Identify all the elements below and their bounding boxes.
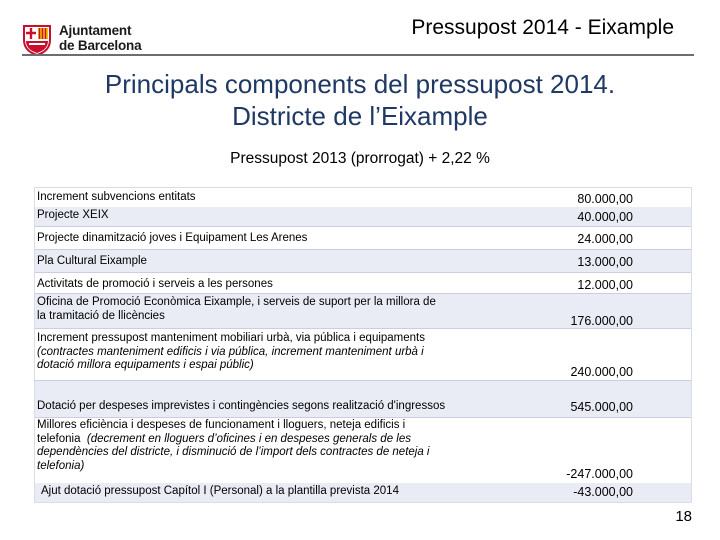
row-value: 240.000,00	[570, 365, 633, 379]
row-value: -247.000,00	[566, 467, 633, 481]
logo	[22, 22, 172, 56]
header-title: Pressupost 2014 - Eixample	[411, 16, 674, 39]
row-note-line: (decrement en lloguers d’oficines i en despeses generals de les	[86, 432, 411, 445]
row-value: 40.000,00	[577, 210, 633, 224]
row-description-line: telefonia	[37, 432, 81, 445]
row-description-line: Millores eficiència i despeses de funcionament i lloguers, neteja edificis i	[37, 419, 406, 431]
row-description: Pla Cultural Eixample	[37, 255, 147, 267]
row-value: 176.000,00	[570, 314, 633, 328]
table-row	[35, 293, 691, 328]
table-row	[35, 272, 691, 293]
row-value: 545.000,00	[570, 400, 633, 414]
logo-line-2: de Barcelona	[59, 38, 142, 53]
logo-text	[59, 23, 141, 53]
table-row	[35, 417, 691, 483]
table-row	[35, 380, 691, 417]
row-description: Increment subvencions entitats	[37, 191, 196, 203]
row-description: Activitats de promoció i serveis a les persones	[37, 278, 273, 290]
logo-line-1: Ajuntament	[59, 23, 132, 38]
table-row	[35, 328, 691, 380]
table-row	[35, 207, 691, 226]
row-value: -43.000,00	[573, 485, 633, 499]
row-note-line: (contractes manteniment edificis i via pública, increment manteniment urbà i	[37, 345, 424, 358]
subtitle: Pressupost 2013 (prorrogat) + 2,22 %	[230, 150, 490, 167]
row-value: 12.000,00	[577, 278, 633, 292]
row-description: Ajut dotació pressupost Capítol I (Personal) a la plantilla prevista 2014	[41, 485, 399, 497]
row-description: Projecte dinamització joves i Equipament Les Arenes	[37, 232, 308, 244]
page-title-line-1: Principals components del pressupost 2014.	[104, 69, 616, 99]
row-note-line: dotació millora equipaments i espai públic)	[37, 359, 254, 372]
table-row	[35, 226, 691, 249]
table-row	[35, 188, 691, 207]
row-description	[37, 296, 507, 323]
table-row	[35, 483, 691, 502]
page-title-line-2: Districte de l’Eixample	[232, 101, 488, 131]
row-description: Projecte XEIX	[37, 209, 109, 221]
row-note-line: dependències del districte, i disminució de l’import dels contractes de neteja i	[37, 446, 430, 459]
row-value: 13.000,00	[577, 255, 633, 269]
row-description-line: Increment pressupost manteniment mobiliari urbà, via pública i equipaments	[37, 332, 426, 344]
row-value: 24.000,00	[577, 232, 633, 246]
header-divider	[22, 54, 694, 56]
row-description	[37, 419, 507, 473]
barcelona-coat-of-arms-icon	[22, 22, 52, 56]
page-number: 18	[675, 508, 692, 525]
row-description	[37, 332, 507, 373]
row-description: Dotació per despeses imprevistes i contingències segons realització d'ingressos	[37, 400, 446, 412]
table-row	[35, 249, 691, 272]
row-value: 80.000,00	[577, 192, 633, 206]
budget-table	[34, 187, 692, 503]
row-description-line: la tramitació de llicències	[37, 309, 165, 322]
row-description-line: Oficina de Promoció Econòmica Eixample, i serveis de suport per la millora de	[37, 296, 436, 308]
page-title	[0, 68, 720, 132]
row-note-line: telefonia)	[37, 459, 85, 472]
